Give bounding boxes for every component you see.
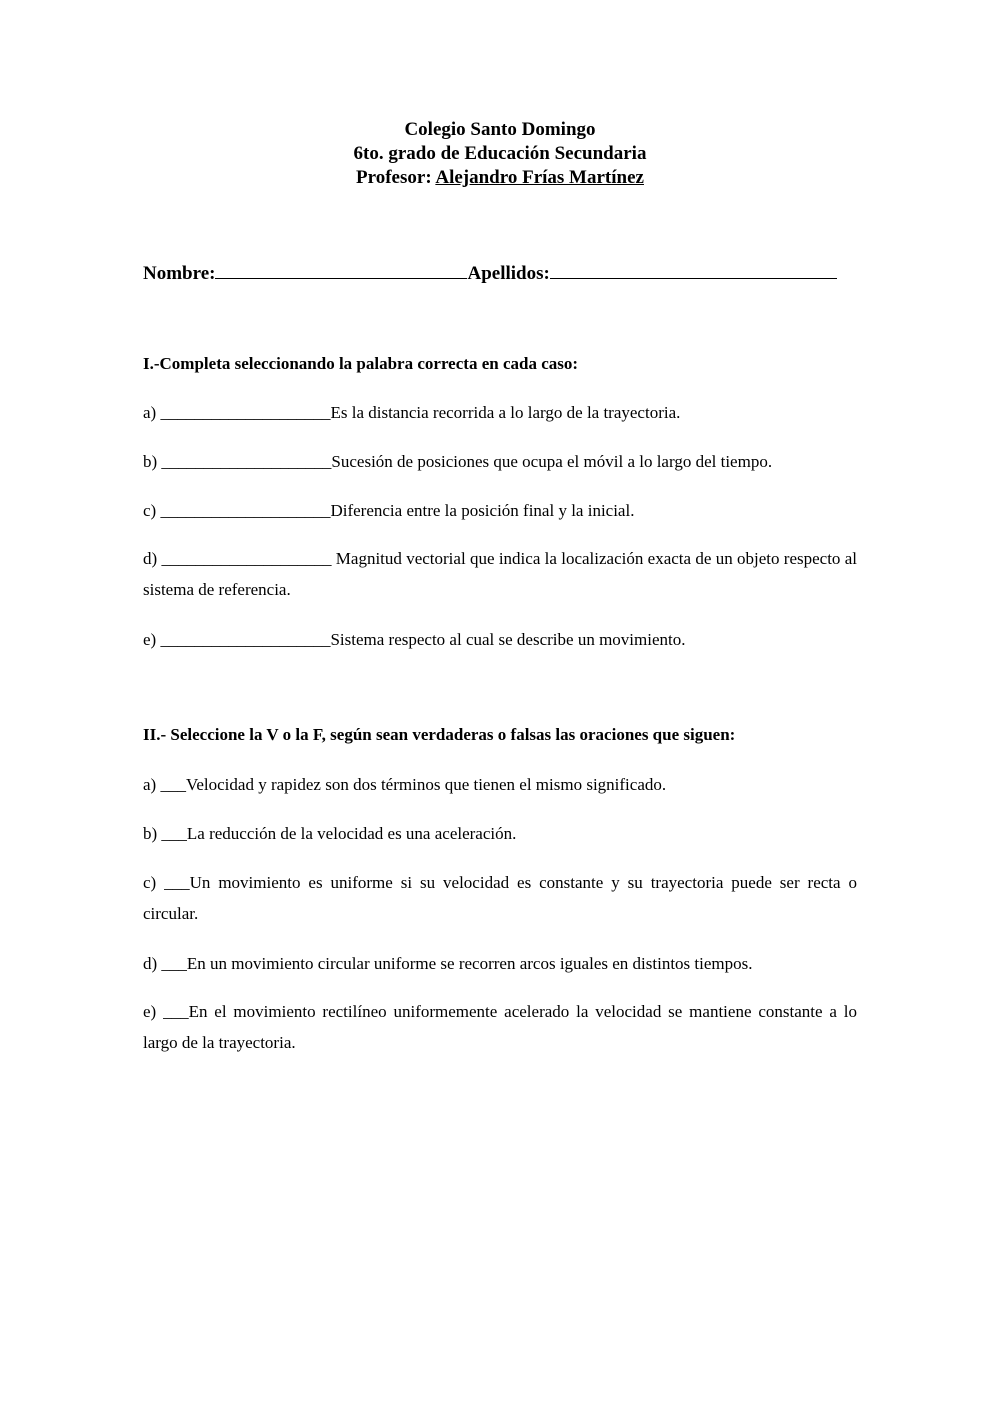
section2-item-b: [143, 818, 857, 849]
teacher-name: Alejandro Frías Martínez: [435, 167, 644, 188]
student-info-row: [143, 258, 837, 285]
item-letter: e): [143, 1002, 157, 1021]
name-field[interactable]: [215, 258, 467, 279]
section1-item-e: [143, 624, 857, 655]
item-text: Sistema respecto al cual se describe un movimiento.: [330, 630, 686, 649]
section1-title: I.-Completa seleccionando la palabra correcta en cada caso:: [143, 354, 579, 373]
section1-item-d: [143, 543, 857, 605]
section2-title: II.- Seleccione la V o la F, según sean verdaderas o falsas las oraciones que siguen:: [143, 725, 736, 744]
section2-item-d: [143, 948, 857, 979]
item-text: Velocidad y rapidez son dos términos que tienen el mismo significado.: [185, 775, 667, 794]
school-name: Colegio Santo Domingo: [404, 119, 596, 140]
item-letter: e): [143, 630, 157, 649]
answer-blank[interactable]: ____________________: [160, 403, 331, 422]
answer-blank[interactable]: ___: [163, 1002, 189, 1021]
section1-item-a: [143, 397, 857, 428]
teacher-label: Profesor:: [356, 167, 432, 188]
section1-item-b: [143, 446, 857, 477]
item-text: En un movimiento circular uniforme se recorren arcos iguales en distintos tiempos.: [186, 954, 753, 973]
item-text: En el movimiento rectilíneo uniformemente acelerado la velocidad se mantiene constante a lo largo de la trayectoria.: [143, 1002, 857, 1052]
item-letter: d): [143, 549, 158, 568]
item-letter: b): [143, 452, 158, 471]
item-text: Magnitud vectorial que indica la localización exacta de un objeto respecto al sistema de referencia.: [143, 549, 858, 599]
item-letter: d): [143, 954, 158, 973]
section2-item-a: [143, 769, 857, 800]
header: [0, 118, 1000, 190]
answer-blank[interactable]: ____________________: [160, 630, 331, 649]
answer-blank[interactable]: ___: [160, 775, 186, 794]
item-letter: c): [143, 501, 157, 520]
answer-blank[interactable]: ____________________: [161, 549, 332, 568]
item-text: La reducción de la velocidad es una aceleración.: [186, 824, 517, 843]
item-letter: a): [143, 775, 157, 794]
surname-field[interactable]: [550, 258, 837, 279]
item-text: Sucesión de posiciones que ocupa el móvil a lo largo del tiempo.: [331, 452, 773, 471]
answer-blank[interactable]: ___: [164, 873, 190, 892]
item-text: Diferencia entre la posición final y la inicial.: [330, 501, 635, 520]
grade-line: 6to. grado de Educación Secundaria: [353, 143, 647, 164]
item-text: Es la distancia recorrida a lo largo de la trayectoria.: [330, 403, 681, 422]
answer-blank[interactable]: ____________________: [160, 501, 331, 520]
surname-label: Apellidos:: [467, 263, 550, 284]
answer-blank[interactable]: ___: [161, 954, 187, 973]
item-letter: a): [143, 403, 157, 422]
section2-item-e: [143, 996, 857, 1058]
section2-item-c: [143, 867, 857, 929]
answer-blank[interactable]: ____________________: [161, 452, 332, 471]
item-letter: c): [143, 873, 157, 892]
answer-blank[interactable]: ___: [161, 824, 187, 843]
item-letter: b): [143, 824, 158, 843]
name-label: Nombre:: [143, 263, 216, 284]
teacher-line: [0, 166, 1000, 190]
section1-item-c: [143, 495, 857, 526]
item-text: Un movimiento es uniforme si su velocidad es constante y su trayectoria puede ser recta o circular.: [143, 873, 857, 923]
